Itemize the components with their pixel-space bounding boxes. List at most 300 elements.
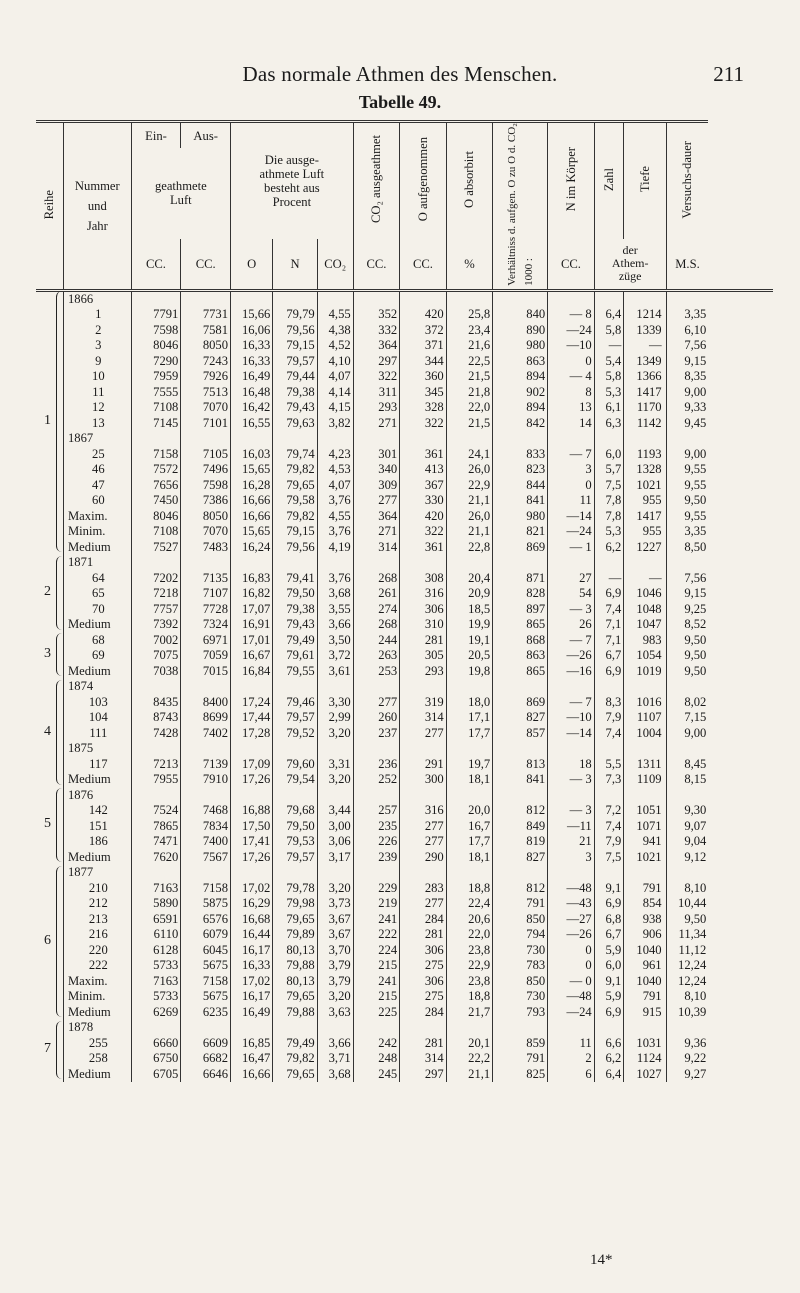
cell-verhaeltniss: 823 <box>493 462 548 478</box>
cell-n-koerper: 27 <box>548 571 595 587</box>
cell-versuchsdauer: 9,50 <box>666 493 708 509</box>
cell-ein-cc: 7108 <box>131 524 181 540</box>
cell-o-pct: 16,28 <box>231 478 273 494</box>
cell-versuchsdauer: 7,15 <box>666 710 708 726</box>
cell-verhaeltniss: 812 <box>493 803 548 819</box>
cell-row-label: 216 <box>63 927 131 943</box>
cell-zahl: 6,6 <box>594 1036 624 1052</box>
cell-co2-pct: 3,20 <box>317 772 353 788</box>
cell-o-pct: 16,49 <box>231 369 273 385</box>
cell-aus-cc <box>181 431 231 447</box>
cell-ein-cc: 7218 <box>131 586 181 602</box>
cell-n-pct: 79,49 <box>273 633 317 649</box>
cell-tiefe: 1339 <box>624 323 666 339</box>
cell-aus-cc: 7834 <box>181 819 231 835</box>
cell-zahl: 7,9 <box>594 710 624 726</box>
cell-n-pct <box>273 788 317 804</box>
cell-co2-cc <box>353 788 400 804</box>
cell-row-label: 9 <box>63 354 131 370</box>
cell-o-pct: 16,29 <box>231 896 273 912</box>
cell-n-koerper: 21 <box>548 834 595 850</box>
table-row <box>36 447 773 463</box>
table-row <box>36 493 773 509</box>
unit-n-cc: CC. <box>548 239 595 290</box>
cell-tiefe: 791 <box>624 881 666 897</box>
cell-tiefe: 915 <box>624 1005 666 1021</box>
running-title: Das normale Athmen des Menschen. <box>242 62 558 86</box>
cell-o-cc <box>400 1020 447 1036</box>
table-row <box>36 354 773 370</box>
cell-n-koerper: 11 <box>548 493 595 509</box>
cell-o-pct: 16,66 <box>231 493 273 509</box>
col-ein: Ein- <box>131 122 181 149</box>
cell-co2-pct <box>317 431 353 447</box>
cell-n-pct: 79,15 <box>273 524 317 540</box>
cell-verhaeltniss: 833 <box>493 447 548 463</box>
cell-co2-cc: 222 <box>353 927 400 943</box>
cell-o-cc: 371 <box>400 338 447 354</box>
cell-tiefe: 1004 <box>624 726 666 742</box>
cell-versuchsdauer: 8,50 <box>666 540 708 556</box>
cell-ein-cc: 7038 <box>131 664 181 680</box>
cell-n-pct: 79,82 <box>273 462 317 478</box>
cell-row-label: 13 <box>63 416 131 432</box>
cell-co2-cc: 225 <box>353 1005 400 1021</box>
cell-o-absorbirt: 21,1 <box>446 1067 493 1083</box>
cell-co2-pct: 3,72 <box>317 648 353 664</box>
cell-tiefe: 906 <box>624 927 666 943</box>
cell-tiefe: 854 <box>624 896 666 912</box>
cell-aus-cc: 6971 <box>181 633 231 649</box>
table-row <box>36 834 773 850</box>
cell-co2-pct: 4,10 <box>317 354 353 370</box>
cell-row-label: 186 <box>63 834 131 850</box>
cell-aus-cc: 7496 <box>181 462 231 478</box>
cell-co2-pct <box>317 555 353 571</box>
cell-aus-cc: 7059 <box>181 648 231 664</box>
cell-verhaeltniss: 865 <box>493 617 548 633</box>
table-row <box>36 741 773 757</box>
cell-n-koerper: —26 <box>548 648 595 664</box>
cell-verhaeltniss: 841 <box>493 493 548 509</box>
cell-tiefe <box>624 741 666 757</box>
cell-aus-cc: 7731 <box>181 307 231 323</box>
table-row <box>36 803 773 819</box>
cell-ein-cc <box>131 431 181 447</box>
cell-ein-cc: 5733 <box>131 989 181 1005</box>
cell-row-label: 258 <box>63 1051 131 1067</box>
cell-verhaeltniss: 850 <box>493 974 548 990</box>
cell-versuchsdauer: 9,27 <box>666 1067 708 1083</box>
cell-aus-cc: 7070 <box>181 524 231 540</box>
cell-o-pct: 16,91 <box>231 617 273 633</box>
cell-versuchsdauer: 7,56 <box>666 338 708 354</box>
cell-ein-cc: 7959 <box>131 369 181 385</box>
cell-n-pct: 79,82 <box>273 509 317 525</box>
cell-aus-cc <box>181 679 231 695</box>
cell-co2-pct: 4,23 <box>317 447 353 463</box>
cell-co2-pct: 4,55 <box>317 307 353 323</box>
cell-tiefe: 961 <box>624 958 666 974</box>
cell-versuchsdauer <box>666 431 708 447</box>
table-row <box>36 1005 773 1021</box>
cell-row-label: 1876 <box>63 788 131 804</box>
cell-o-cc: 275 <box>400 989 447 1005</box>
cell-aus-cc: 7158 <box>181 881 231 897</box>
cell-co2-pct: 3,76 <box>317 571 353 587</box>
cell-o-cc: 361 <box>400 447 447 463</box>
unit-co2: CO₂ <box>317 239 353 290</box>
cell-aus-cc: 7101 <box>181 416 231 432</box>
cell-n-koerper: 8 <box>548 385 595 401</box>
cell-n-pct: 79,53 <box>273 834 317 850</box>
table-row <box>36 1036 773 1052</box>
cell-co2-cc: 314 <box>353 540 400 556</box>
table-row <box>36 416 773 432</box>
cell-co2-pct: 3,67 <box>317 927 353 943</box>
group-brace <box>56 291 64 552</box>
cell-n-koerper: —16 <box>548 664 595 680</box>
cell-o-pct: 17,41 <box>231 834 273 850</box>
cell-verhaeltniss: 842 <box>493 416 548 432</box>
cell-co2-cc: 219 <box>353 896 400 912</box>
cell-n-koerper: —26 <box>548 927 595 943</box>
cell-o-cc: 277 <box>400 834 447 850</box>
cell-co2-cc: 237 <box>353 726 400 742</box>
cell-row-label: 151 <box>63 819 131 835</box>
cell-versuchsdauer: 9,25 <box>666 602 708 618</box>
table-row <box>36 943 773 959</box>
cell-verhaeltniss: 828 <box>493 586 548 602</box>
cell-n-koerper: 3 <box>548 462 595 478</box>
cell-zahl: 8,3 <box>594 695 624 711</box>
cell-row-label: 210 <box>63 881 131 897</box>
cell-n-pct: 79,55 <box>273 664 317 680</box>
cell-o-pct: 17,50 <box>231 819 273 835</box>
cell-o-absorbirt: 17,1 <box>446 710 493 726</box>
col-co2-ausgeathmet: CO₂ ausgeathmet <box>353 122 400 239</box>
cell-co2-cc: 263 <box>353 648 400 664</box>
cell-tiefe: 941 <box>624 834 666 850</box>
cell-co2-cc: 241 <box>353 912 400 928</box>
cell-zahl: 9,1 <box>594 881 624 897</box>
table-row <box>36 400 773 416</box>
cell-co2-cc: 364 <box>353 509 400 525</box>
cell-o-cc <box>400 431 447 447</box>
cell-tiefe: 1021 <box>624 850 666 866</box>
cell-o-pct <box>231 1020 273 1036</box>
cell-verhaeltniss: 869 <box>493 695 548 711</box>
cell-row-label: 1877 <box>63 865 131 881</box>
cell-tiefe: 1311 <box>624 757 666 773</box>
cell-o-absorbirt: 22,5 <box>446 354 493 370</box>
cell-aus-cc: 7926 <box>181 369 231 385</box>
cell-o-pct: 15,65 <box>231 462 273 478</box>
cell-verhaeltniss: 730 <box>493 989 548 1005</box>
cell-zahl: 6,9 <box>594 896 624 912</box>
cell-co2-pct: 4,19 <box>317 540 353 556</box>
cell-zahl: 5,7 <box>594 462 624 478</box>
cell-co2-pct: 3,20 <box>317 989 353 1005</box>
cell-aus-cc: 7598 <box>181 478 231 494</box>
table-row <box>36 323 773 339</box>
cell-n-pct <box>273 555 317 571</box>
cell-row-label: 1875 <box>63 741 131 757</box>
cell-n-pct: 79,98 <box>273 896 317 912</box>
cell-aus-cc: 7105 <box>181 447 231 463</box>
cell-verhaeltniss: 869 <box>493 540 548 556</box>
cell-ein-cc: 7527 <box>131 540 181 556</box>
cell-ein-cc: 5733 <box>131 958 181 974</box>
cell-zahl: 6,2 <box>594 540 624 556</box>
cell-n-pct: 79,41 <box>273 571 317 587</box>
cell-n-koerper: 14 <box>548 416 595 432</box>
cell-o-pct: 17,09 <box>231 757 273 773</box>
table-row <box>36 974 773 990</box>
cell-ein-cc: 7145 <box>131 416 181 432</box>
col-zahl: Zahl <box>594 122 624 239</box>
group-label: 5 <box>44 816 51 831</box>
cell-versuchsdauer: 8,45 <box>666 757 708 773</box>
cell-o-pct: 16,82 <box>231 586 273 602</box>
cell-o-cc <box>400 679 447 695</box>
cell-aus-cc: 7567 <box>181 850 231 866</box>
cell-ein-cc: 6591 <box>131 912 181 928</box>
cell-ein-cc: 6110 <box>131 927 181 943</box>
cell-n-koerper: — 1 <box>548 540 595 556</box>
cell-ein-cc: 7524 <box>131 803 181 819</box>
cell-aus-cc: 8050 <box>181 338 231 354</box>
cell-n-pct: 79,74 <box>273 447 317 463</box>
cell-aus-cc: 6079 <box>181 927 231 943</box>
cell-row-label: 103 <box>63 695 131 711</box>
cell-o-pct <box>231 555 273 571</box>
cell-tiefe <box>624 290 666 307</box>
cell-versuchsdauer: 9,15 <box>666 354 708 370</box>
cell-n-pct: 79,43 <box>273 617 317 633</box>
cell-o-cc: 314 <box>400 1051 447 1067</box>
table-row <box>36 540 773 556</box>
cell-o-pct: 16,48 <box>231 385 273 401</box>
cell-ein-cc: 6269 <box>131 1005 181 1021</box>
cell-zahl: 7,2 <box>594 803 624 819</box>
cell-ein-cc: 7428 <box>131 726 181 742</box>
cell-tiefe: 1193 <box>624 447 666 463</box>
cell-co2-cc: 309 <box>353 478 400 494</box>
cell-n-koerper: —10 <box>548 710 595 726</box>
cell-aus-cc <box>181 290 231 307</box>
table-row <box>36 819 773 835</box>
cell-ein-cc: 7555 <box>131 385 181 401</box>
col-der-athemzuege: der Athem- züge <box>594 239 666 290</box>
cell-verhaeltniss: 980 <box>493 509 548 525</box>
table-row <box>36 602 773 618</box>
cell-o-pct: 17,01 <box>231 633 273 649</box>
cell-versuchsdauer: 8,02 <box>666 695 708 711</box>
cell-o-cc <box>400 555 447 571</box>
cell-verhaeltniss: 783 <box>493 958 548 974</box>
table-row <box>36 865 773 881</box>
cell-o-absorbirt: 20,5 <box>446 648 493 664</box>
cell-o-pct: 16,49 <box>231 1005 273 1021</box>
group-brace <box>56 633 64 676</box>
cell-row-label: Medium <box>63 1005 131 1021</box>
cell-row-label: 47 <box>63 478 131 494</box>
table-row <box>36 989 773 1005</box>
cell-o-absorbirt: 21,7 <box>446 1005 493 1021</box>
cell-co2-pct <box>317 1020 353 1036</box>
cell-verhaeltniss: 827 <box>493 710 548 726</box>
cell-n-pct: 79,88 <box>273 1005 317 1021</box>
cell-n-pct: 80,13 <box>273 974 317 990</box>
cell-tiefe <box>624 788 666 804</box>
cell-o-absorbirt: 20,0 <box>446 803 493 819</box>
cell-o-absorbirt: 18,1 <box>446 772 493 788</box>
cell-co2-pct: 3,61 <box>317 664 353 680</box>
cell-n-koerper <box>548 741 595 757</box>
cell-o-absorbirt: 23,8 <box>446 943 493 959</box>
cell-co2-pct: 3,31 <box>317 757 353 773</box>
cell-o-absorbirt <box>446 679 493 695</box>
unit-o-cc: CC. <box>400 239 447 290</box>
cell-o-cc: 316 <box>400 586 447 602</box>
cell-n-koerper: —48 <box>548 881 595 897</box>
cell-verhaeltniss <box>493 865 548 881</box>
cell-n-pct: 79,50 <box>273 586 317 602</box>
cell-aus-cc: 5675 <box>181 958 231 974</box>
cell-row-label: 222 <box>63 958 131 974</box>
cell-zahl: 7,5 <box>594 478 624 494</box>
cell-o-pct <box>231 290 273 307</box>
cell-row-label: 117 <box>63 757 131 773</box>
cell-co2-cc: 229 <box>353 881 400 897</box>
cell-versuchsdauer <box>666 290 708 307</box>
cell-o-absorbirt <box>446 741 493 757</box>
cell-tiefe: 1417 <box>624 509 666 525</box>
cell-o-pct <box>231 679 273 695</box>
cell-co2-pct: 3,76 <box>317 524 353 540</box>
cell-verhaeltniss: 894 <box>493 400 548 416</box>
cell-o-pct: 16,17 <box>231 989 273 1005</box>
cell-co2-pct <box>317 741 353 757</box>
cell-o-cc: 275 <box>400 958 447 974</box>
cell-n-koerper <box>548 290 595 307</box>
cell-tiefe: 1142 <box>624 416 666 432</box>
unit-pct: % <box>446 239 493 290</box>
cell-tiefe <box>624 431 666 447</box>
cell-n-pct: 80,13 <box>273 943 317 959</box>
cell-versuchsdauer: 3,35 <box>666 524 708 540</box>
cell-verhaeltniss: 863 <box>493 648 548 664</box>
col-o-aufgenommen: O aufgenommen <box>400 122 447 239</box>
cell-o-absorbirt: 19,8 <box>446 664 493 680</box>
cell-zahl: 7,1 <box>594 617 624 633</box>
cell-co2-cc <box>353 1020 400 1036</box>
cell-o-absorbirt: 21,1 <box>446 493 493 509</box>
cell-o-pct: 16,83 <box>231 571 273 587</box>
cell-n-koerper <box>548 865 595 881</box>
cell-aus-cc: 7402 <box>181 726 231 742</box>
cell-co2-cc: 244 <box>353 633 400 649</box>
cell-zahl: 6,3 <box>594 416 624 432</box>
cell-co2-cc: 261 <box>353 586 400 602</box>
cell-versuchsdauer: 9,50 <box>666 664 708 680</box>
cell-row-label: 213 <box>63 912 131 928</box>
cell-ein-cc: 7163 <box>131 881 181 897</box>
group-brace <box>56 680 64 785</box>
cell-co2-pct: 3,70 <box>317 943 353 959</box>
cell-ein-cc: 7620 <box>131 850 181 866</box>
table-row <box>36 478 773 494</box>
cell-row-label: 1878 <box>63 1020 131 1036</box>
cell-o-absorbirt: 21,1 <box>446 524 493 540</box>
cell-o-cc: 291 <box>400 757 447 773</box>
cell-zahl: 5,4 <box>594 354 624 370</box>
cell-n-koerper: — 3 <box>548 772 595 788</box>
cell-zahl <box>594 555 624 571</box>
cell-tiefe: 1051 <box>624 803 666 819</box>
cell-zahl: 6,0 <box>594 447 624 463</box>
cell-o-pct: 17,02 <box>231 881 273 897</box>
cell-versuchsdauer: 9,45 <box>666 416 708 432</box>
cell-o-pct: 16,84 <box>231 664 273 680</box>
group-label: 3 <box>44 645 51 661</box>
cell-versuchsdauer: 12,24 <box>666 958 708 974</box>
cell-ein-cc: 7163 <box>131 974 181 990</box>
cell-n-pct: 79,63 <box>273 416 317 432</box>
cell-o-cc <box>400 865 447 881</box>
cell-co2-cc: 215 <box>353 989 400 1005</box>
cell-co2-pct: 3,76 <box>317 493 353 509</box>
cell-row-label: 255 <box>63 1036 131 1052</box>
cell-o-absorbirt <box>446 555 493 571</box>
cell-co2-pct: 3,44 <box>317 803 353 819</box>
cell-verhaeltniss <box>493 431 548 447</box>
cell-verhaeltniss: 890 <box>493 323 548 339</box>
cell-aus-cc: 8050 <box>181 509 231 525</box>
cell-zahl: 5,8 <box>594 369 624 385</box>
cell-tiefe: 1047 <box>624 617 666 633</box>
cell-o-absorbirt: 18,8 <box>446 881 493 897</box>
cell-ein-cc: 7656 <box>131 478 181 494</box>
cell-aus-cc: 7728 <box>181 602 231 618</box>
cell-aus-cc <box>181 1020 231 1036</box>
cell-row-label: 212 <box>63 896 131 912</box>
col-reihe: Reihe <box>36 122 63 291</box>
cell-co2-cc: 215 <box>353 958 400 974</box>
cell-n-pct: 79,89 <box>273 927 317 943</box>
cell-n-koerper: 54 <box>548 586 595 602</box>
cell-co2-cc: 352 <box>353 307 400 323</box>
table-row <box>36 571 773 587</box>
cell-verhaeltniss: 791 <box>493 1051 548 1067</box>
cell-verhaeltniss: 850 <box>493 912 548 928</box>
cell-verhaeltniss: 980 <box>493 338 548 354</box>
cell-ein-cc: 6660 <box>131 1036 181 1052</box>
cell-o-cc: 281 <box>400 927 447 943</box>
cell-aus-cc <box>181 741 231 757</box>
cell-zahl: 5,9 <box>594 943 624 959</box>
cell-n-pct: 79,58 <box>273 493 317 509</box>
cell-versuchsdauer: 9,33 <box>666 400 708 416</box>
cell-tiefe: 1328 <box>624 462 666 478</box>
table-row <box>36 369 773 385</box>
cell-tiefe: — <box>624 571 666 587</box>
cell-o-cc: 306 <box>400 602 447 618</box>
cell-verhaeltniss: 894 <box>493 369 548 385</box>
cell-o-cc: 330 <box>400 493 447 509</box>
cell-zahl: 6,9 <box>594 664 624 680</box>
